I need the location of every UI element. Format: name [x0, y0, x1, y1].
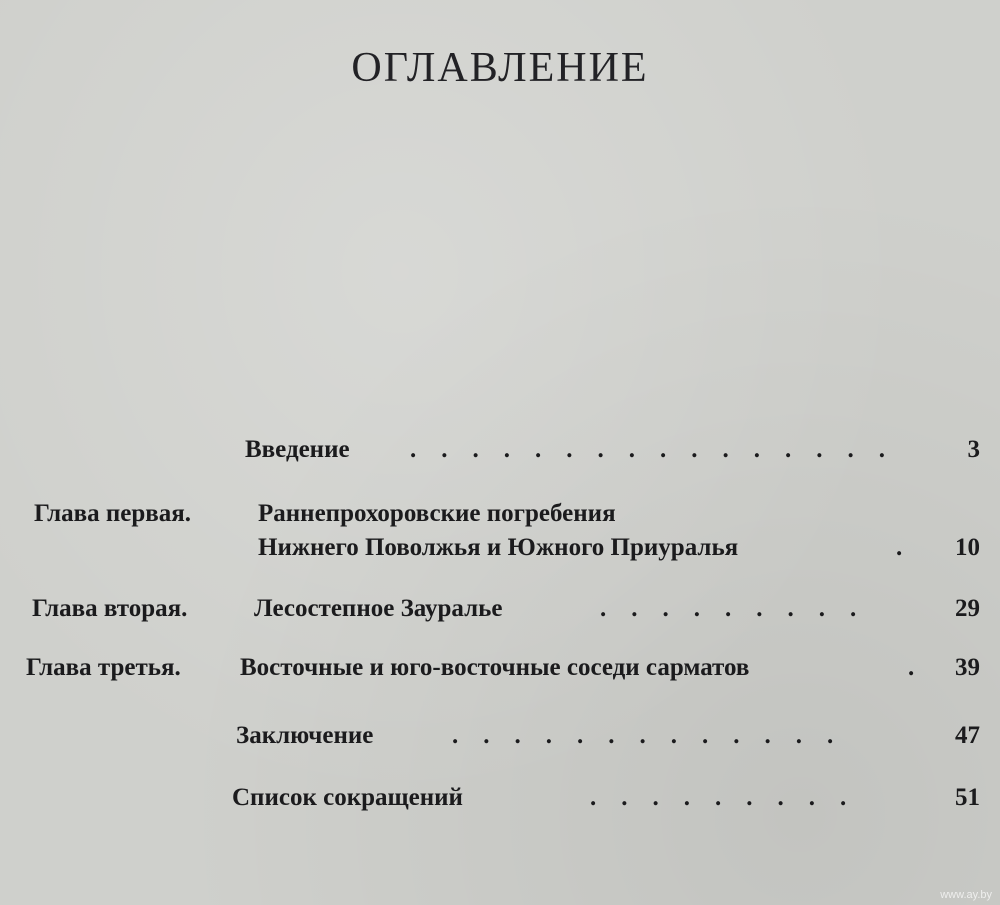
toc-entry-label: Список сокращений: [232, 784, 463, 811]
watermark: www.ay.by: [940, 889, 992, 901]
dot-leader: . . . . . . . . .: [600, 595, 857, 622]
chapter-title-line2: Нижнего Поволжья и Южного Приуралья: [258, 534, 739, 561]
dot-leader: .: [896, 534, 903, 561]
chapter-title: Лесостепное Зауралье: [254, 595, 503, 622]
toc-entry-chapter2: [0, 595, 1000, 629]
toc-entry-chapter1-line1: [0, 500, 1000, 534]
dot-leader: .: [908, 654, 915, 681]
toc-page-number: 39: [955, 654, 980, 681]
dot-leader: . . . . . . . . . . . . . . . .: [410, 436, 885, 463]
chapter-prefix: Глава вторая.: [32, 595, 188, 622]
toc-page-number: 47: [955, 722, 980, 749]
toc-entry-chapter1-line2: [0, 534, 1000, 568]
toc-entry-conclusion: [0, 722, 1000, 756]
toc-entry-chapter3: [0, 654, 1000, 688]
dot-leader: . . . . . . . . .: [590, 784, 847, 811]
toc-entry-label: Введение: [245, 436, 350, 463]
toc-page-number: 10: [955, 534, 980, 561]
toc-page-number: 29: [955, 595, 980, 622]
toc-page-number: 3: [967, 436, 980, 463]
toc-entry-introduction: [0, 436, 1000, 470]
toc-entry-abbreviations: [0, 784, 1000, 818]
toc-entry-label: Заключение: [236, 722, 374, 749]
toc-page-number: 51: [955, 784, 980, 811]
dot-leader: . . . . . . . . . . . . .: [452, 722, 834, 749]
chapter-title-line1: Раннепрохоровские погребения: [258, 500, 616, 527]
chapter-prefix: Глава первая.: [34, 500, 192, 527]
chapter-prefix: Глава третья.: [26, 654, 181, 681]
chapter-title: Восточные и юго-восточные соседи сарматов: [240, 654, 750, 681]
page-title: ОГЛАВЛЕНИЕ: [351, 45, 649, 91]
